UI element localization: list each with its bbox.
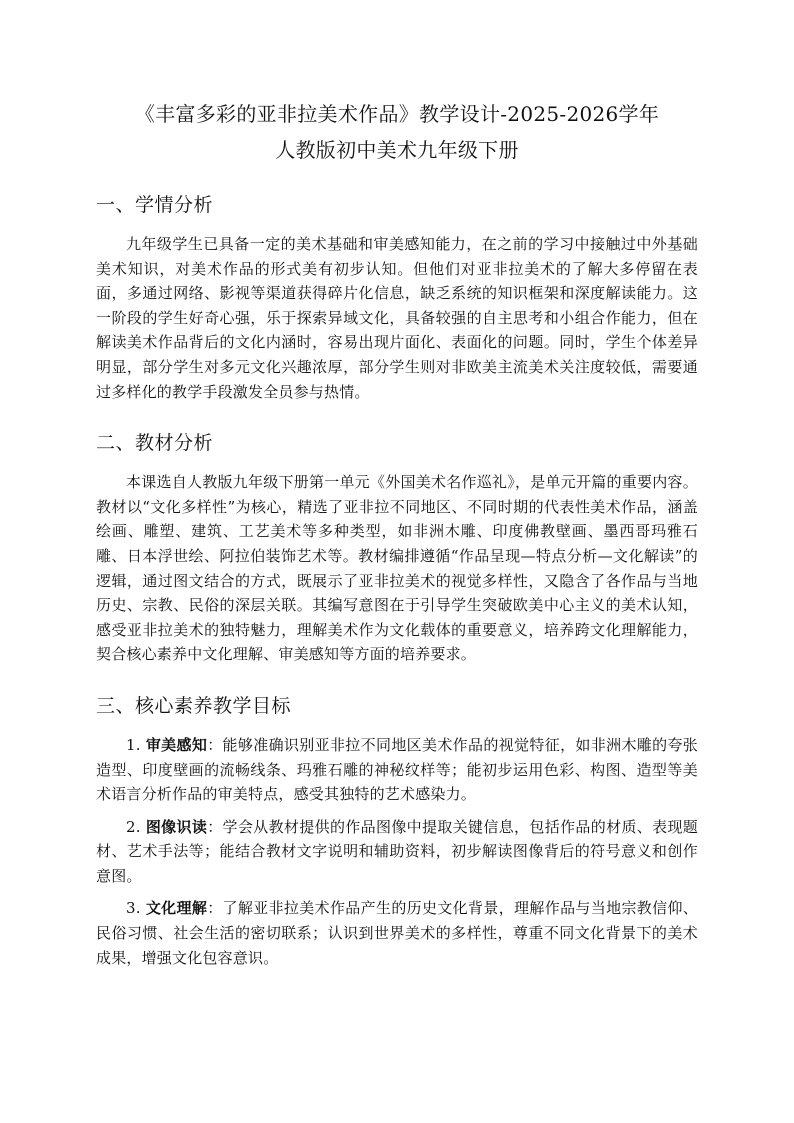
goal-number: 2. <box>126 817 141 836</box>
title-line-2: 人教版初中美术九年级下册 <box>275 138 519 162</box>
section-heading: 一、学情分析 <box>96 194 214 216</box>
goal-text: ：学会从教材提供的作品图像中提取关键信息，包括作品的材质、表现题材、艺术手法等；能结合教材文字说明和辅助资料，初步解读图像背后的符号意义和创作意图。 <box>96 817 699 885</box>
goal-number: 3. <box>126 899 141 918</box>
section-paragraph: 本课选自人教版九年级下册第一单元《外国美术名作巡礼》，是单元开篇的重要内容。教材以“文化多样性”为核心，精选了亚非拉不同地区、不同时期的代表性美术作品，涵盖绘画、雕塑、建筑、工艺美术等多种类型，如非洲木雕、印度佛教壁画、墨西哥玛雅石雕、日本浮世绘、阿拉伯装饰艺术等。教材编排遵循“作品呈现—特点分析—文化解读”的逻辑，通过图文结合的方式，既展示了亚非拉美术的视觉多样性，又隐含了各作品与当地历史、宗教、民俗的深层关联。其编写意图在于引导学生突破欧美中心主义的美术认知，感受亚非拉美术的独特魅力，理解美术作为文化载体的重要意义，培养跨文化理解能力，契合核心素养中文化理解、审美感知等方面的培养要求。 <box>96 473 698 664</box>
section-core-literacy-goals <box>96 691 698 970</box>
goal-item <box>96 815 698 889</box>
section-learner-analysis <box>96 190 698 404</box>
goal-item <box>96 896 698 970</box>
section-heading: 三、核心素养教学目标 <box>96 694 292 717</box>
goal-number: 1. <box>126 735 141 754</box>
goal-text: ：能够准确识别亚非拉不同地区美术作品的视觉特征，如非洲木雕的夸张造型、印度壁画的流畅线条、玛雅石雕的神秘纹样等；能初步运用色彩、构图、造型等美术语言分析作品的审美特点，感受其独特的艺术感染力。 <box>96 735 699 804</box>
title-line-1: 《丰富多彩的亚非拉美术作品》教学设计-2025-2026学年 <box>134 102 660 126</box>
section-textbook-analysis <box>96 428 698 667</box>
goal-item <box>96 733 698 807</box>
goal-term: 图像识读 <box>145 817 208 836</box>
goal-text: ：了解亚非拉美术作品产生的历史文化背景，理解作品与当地宗教信仰、民俗习惯、社会生活的密切联系；认识到世界美术的多样性，尊重不同文化背景下的美术成果，增强文化包容意识。 <box>96 899 699 967</box>
section-heading: 二、教材分析 <box>96 432 214 455</box>
section-paragraph: 九年级学生已具备一定的美术基础和审美感知能力，在之前的学习中接触过中外基础美术知识，对美术作品的形式美有初步认知。但他们对亚非拉美术的了解大多停留在表面，多通过网络、影视等渠道获得碎片化信息，缺乏系统的知识框架和深度解读能力。这一阶段的学生好奇心强，乐于探索异域文化，具备较强的自主思考和小组合作能力，但在解读美术作品背后的文化内涵时，容易出现片面化、表面化的问题。同时，学生个体差异明显，部分学生对多元文化兴趣浓厚，部分学生则对非欧美主流美术关注度较低，需要通过多样化的教学手段激发全员参与热情。 <box>96 235 698 401</box>
document-title <box>96 96 698 168</box>
goal-term: 审美感知 <box>145 735 208 754</box>
goal-term: 文化理解 <box>145 899 208 918</box>
